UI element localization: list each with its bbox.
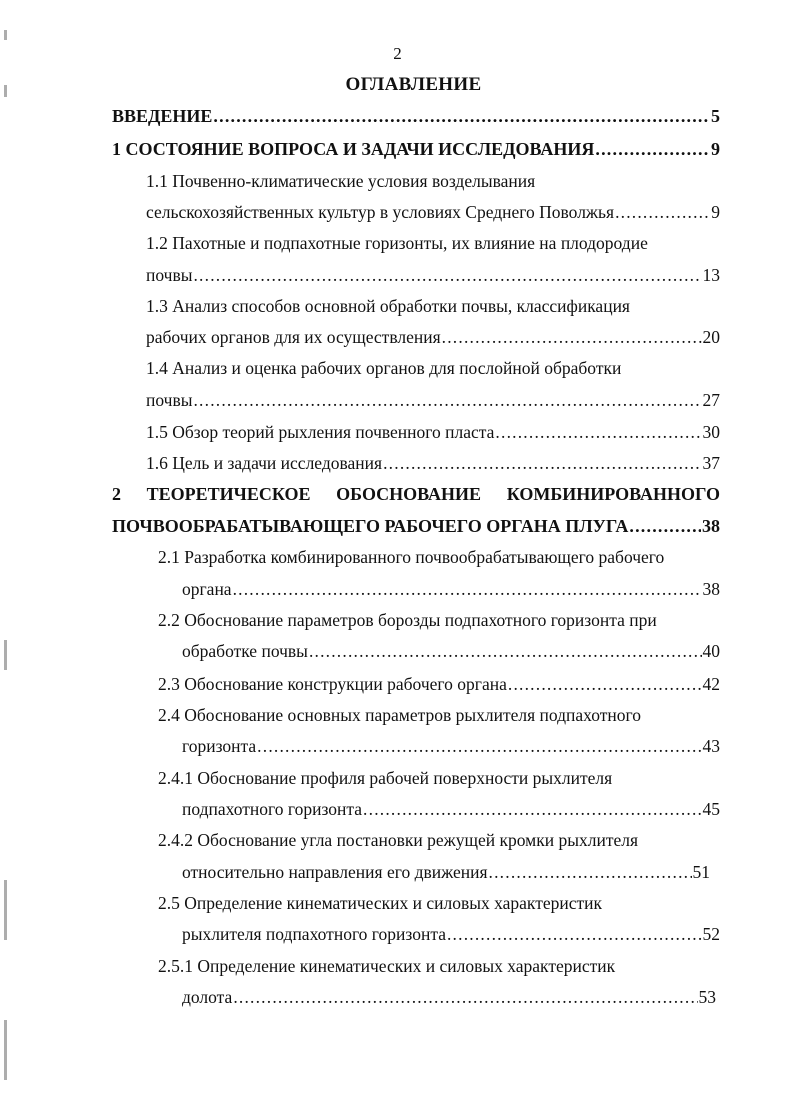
toc-entry-text: почвы [146,265,193,285]
toc-entry-1-1-line-2[interactable] [146,200,720,224]
scan-artifact [4,640,7,670]
toc-entry-2-4-1-line-1[interactable] [158,766,612,790]
toc-entry-2-4-2-line-1[interactable] [158,828,638,852]
leader-dots [629,514,701,538]
toc-page-number: 9 [711,202,720,222]
toc-entry-2-4-2-line-2[interactable] [182,860,710,884]
toc-entry-text: долота [182,987,233,1007]
toc-entry-text: относительно направления его движения [182,862,488,882]
toc-page-number: 5 [711,106,720,126]
toc-entry-text: рабочих органов для их осуществления [146,327,441,347]
toc-entry-text: ВВЕДЕНИЕ [112,106,213,126]
leader-dots [383,451,701,475]
toc-page-number: 38 [702,579,720,599]
leader-dots [233,577,702,601]
toc-entry-text: 2.1 Разработка комбинированного почвообрабатывающего рабочего [158,547,665,567]
toc-entry-2-2-line-1[interactable] [158,608,657,632]
toc-entry-text: 2.5.1 Определение кинематических и силовых характеристик [158,956,616,976]
page-number: 2 [393,44,402,63]
toc-entry-1-4-line-1[interactable] [146,356,621,380]
toc-entry-text: горизонта [182,736,257,756]
toc-entry-2-4-line-2[interactable] [182,734,720,758]
toc-page-number: 43 [702,736,720,756]
leader-dots [495,420,701,444]
scan-artifact [4,880,7,940]
toc-entry-text: 2.5 Определение кинематических и силовых характеристик [158,893,603,913]
toc-page-number: 51 [692,862,710,882]
toc-page-number: 37 [702,453,720,473]
toc-entry-text: 2.4 Обоснование основных параметров рыхлителя подпахотного [158,705,642,725]
toc-entry-1-6[interactable] [146,451,720,475]
toc-page-number: 13 [702,265,720,285]
toc-entry-text: ПОЧВООБРАБАТЫВАЮЩЕГО РАБОЧЕГО ОРГАНА ПЛУГА [112,516,629,536]
toc-entry-text: 2.4.1 Обоснование профиля рабочей поверхности рыхлителя [158,768,613,788]
toc-page-number: 53 [698,987,716,1007]
toc-entry-2-1-line-2[interactable] [182,577,720,601]
toc-page-number: 27 [702,390,720,410]
leader-dots [508,672,702,696]
toc-entry-text: органа [182,579,232,599]
toc-entry-text: 2.2 Обоснование параметров борозды подпахотного горизонта при [158,610,657,630]
toc-entry-text: 1.3 Анализ способов основной обработки почвы, классификация [146,296,630,316]
toc-entry-2-2-line-2[interactable] [182,639,720,663]
toc-entry-1-4-line-2[interactable] [146,388,720,412]
leader-dots [309,639,702,663]
leader-dots [595,137,710,161]
toc-entry-text: 1 СОСТОЯНИЕ ВОПРОСА И ЗАДАЧИ ИССЛЕДОВАНИЯ [112,139,595,159]
toc-entry-2-5-1-line-2[interactable] [182,985,716,1009]
leader-dots [233,985,697,1009]
toc-entry-chapter-2-line-2[interactable] [112,514,720,538]
leader-dots [193,263,701,287]
leader-dots [193,388,701,412]
leader-dots [489,860,692,884]
toc-entry-text: 1.5 Обзор теорий рыхления почвенного пласта [146,422,495,442]
toc-entry-text: 2.4.2 Обоснование угла постановки режущей кромки рыхлителя [158,830,639,850]
toc-entry-chapter-2-line-1[interactable]: 2 ТЕОРЕТИЧЕСКОЕ ОБОСНОВАНИЕ КОМБИНИРОВАННОГО [112,484,720,504]
toc-page-number: 20 [702,327,720,347]
toc-entry-text: 1.6 Цель и задачи исследования [146,453,383,473]
leader-dots [363,797,701,821]
toc-entry-text: сельскохозяйственных культур в условиях Среднего Поволжья [146,202,615,222]
toc-entry-1-3-line-1[interactable] [146,294,630,318]
toc-entry-1-1-line-1[interactable] [146,169,535,193]
toc-entry-1-5[interactable] [146,420,720,444]
toc-entry-2-1-line-1[interactable] [158,545,664,569]
toc-entry-2-5-1-line-1[interactable] [158,954,615,978]
toc-entry-text: 1.4 Анализ и оценка рабочих органов для послойной обработки [146,358,622,378]
scan-artifact [4,1020,7,1080]
leader-dots [615,200,710,224]
leader-dots [213,104,710,128]
toc-entry-1-3-line-2[interactable] [146,325,720,349]
toc-page-number: 52 [702,924,720,944]
leader-dots [447,922,702,946]
toc-entry-text: 1.2 Пахотные и подпахотные горизонты, их влияние на плодородие [146,233,648,253]
toc-page-number: 9 [711,139,720,159]
toc-entry-2-5-line-2[interactable] [182,922,720,946]
toc-entry-1-2-line-1[interactable] [146,231,648,255]
toc-entry-2-3[interactable] [158,672,720,696]
toc-page-number: 30 [702,422,720,442]
toc-entry-text: обработке почвы [182,641,308,661]
toc-entry-2-4-line-1[interactable] [158,703,641,727]
toc-entry-2-5-line-1[interactable] [158,891,602,915]
toc-page-number: 45 [702,799,720,819]
toc-entry-intro[interactable] [112,104,720,128]
scan-artifact [4,30,7,40]
toc-entry-2-4-1-line-2[interactable] [182,797,720,821]
toc-page-number: 40 [702,641,720,661]
leader-dots [442,325,702,349]
toc-entry-text: подпахотного горизонта [182,799,363,819]
toc-title: ОГЛАВЛЕНИЕ [345,74,482,95]
toc-entry-1-2-line-2[interactable] [146,263,720,287]
toc-entry-text: почвы [146,390,193,410]
toc-page-number: 42 [702,674,720,694]
toc-entry-text: рыхлителя подпахотного горизонта [182,924,446,944]
toc-entry-text: 1.1 Почвенно-климатические условия возделывания [146,171,536,191]
toc-entry-chapter-1[interactable] [112,137,720,161]
toc-page-number: 38 [702,516,720,536]
leader-dots [257,734,701,758]
toc-entry-text: 2.3 Обоснование конструкции рабочего органа [158,674,507,694]
